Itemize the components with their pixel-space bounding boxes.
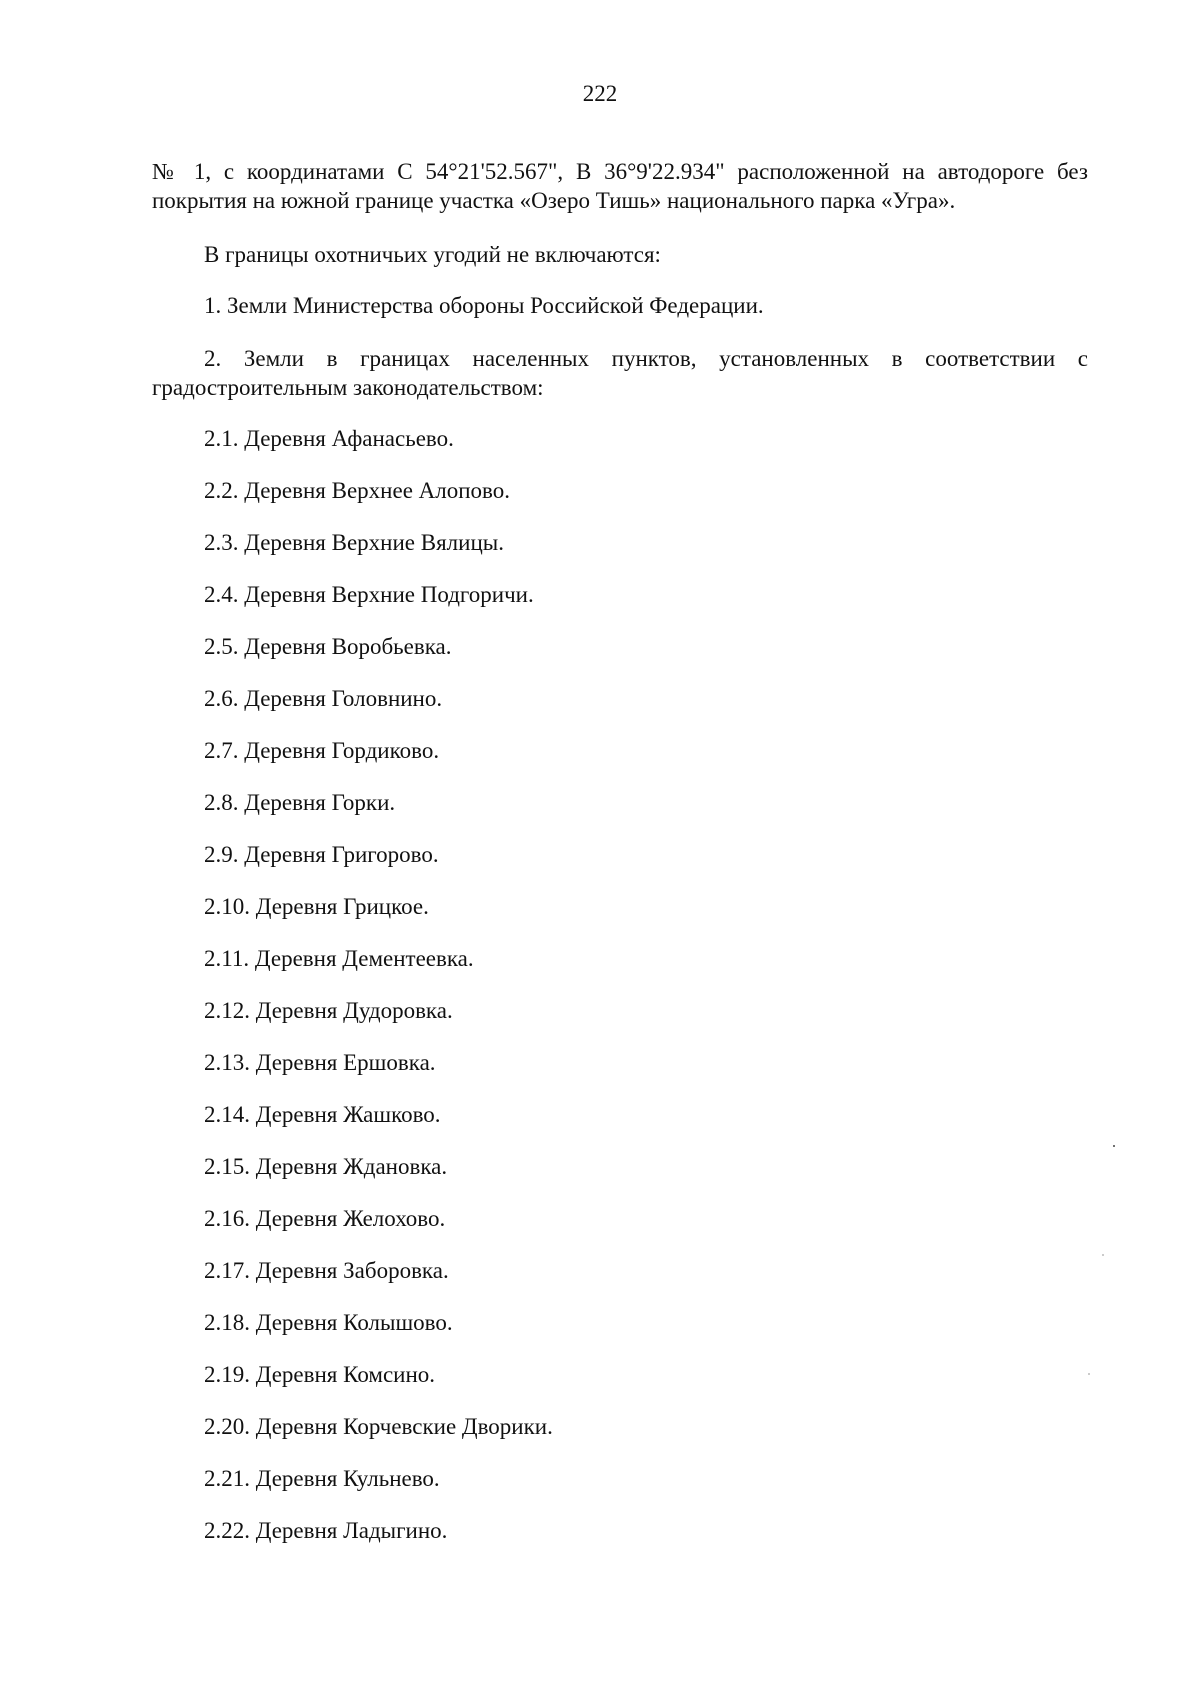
settlement-list-item: 2.15. Деревня Ждановка. <box>204 1154 448 1179</box>
scan-speck <box>1113 1145 1115 1147</box>
settlement-list-item: 2.5. Деревня Воробьевка. <box>204 634 452 659</box>
settlement-list-item: 2.3. Деревня Верхние Вялицы. <box>204 530 504 555</box>
settlement-list-item: 2.18. Деревня Колышово. <box>204 1310 453 1335</box>
settlement-list-item: 2.11. Деревня Дементеевка. <box>204 946 474 971</box>
scan-speck <box>1102 1254 1104 1256</box>
settlement-list-item: 2.16. Деревня Желохово. <box>204 1206 446 1231</box>
settlement-list-item: 2.12. Деревня Дудоровка. <box>204 998 453 1023</box>
settlement-list-item: 2.6. Деревня Головнино. <box>204 686 443 711</box>
paragraph-exclusions-intro: В границы охотничьих угодий не включаются: <box>204 242 661 267</box>
settlement-list-item: 2.19. Деревня Комсино. <box>204 1362 436 1387</box>
settlement-list-item: 2.20. Деревня Корчевские Дворики. <box>204 1414 553 1439</box>
settlement-list-item: 2.9. Деревня Григорово. <box>204 842 439 867</box>
settlement-list-item: 2.22. Деревня Ладыгино. <box>204 1518 448 1543</box>
settlement-list-item: 2.10. Деревня Грицкое. <box>204 894 429 919</box>
scan-speck <box>1088 1373 1090 1375</box>
settlement-list-item: 2.17. Деревня Заборовка. <box>204 1258 449 1283</box>
settlement-list-item: 2.21. Деревня Кульнево. <box>204 1466 440 1491</box>
settlement-list-item: 2.4. Деревня Верхние Подгоричи. <box>204 582 534 607</box>
settlement-list-item: 2.8. Деревня Горки. <box>204 790 396 815</box>
paragraph-continuation: № 1, с координатами С 54°21'52.567", В 36°9'22.934" расположенной на автодороге без покрытия на южной границе участка «Озеро Тишь» национального парка «Угра». <box>152 159 1088 213</box>
settlement-list-item: 2.1. Деревня Афанасьево. <box>204 426 454 451</box>
settlement-list-item: 2.7. Деревня Гордиково. <box>204 738 440 763</box>
page-number: 222 <box>582 81 618 106</box>
exclusion-item-1: 1. Земли Министерства обороны Российской Федерации. <box>204 293 764 318</box>
settlement-list-item: 2.14. Деревня Жашково. <box>204 1102 441 1127</box>
settlement-list-item: 2.2. Деревня Верхнее Алопово. <box>204 478 511 503</box>
settlement-list-item: 2.13. Деревня Ершовка. <box>204 1050 436 1075</box>
exclusion-item-2: 2. Земли в границах населенных пунктов, установленных в соответствии с градостроительным законодательством: <box>152 346 1088 400</box>
